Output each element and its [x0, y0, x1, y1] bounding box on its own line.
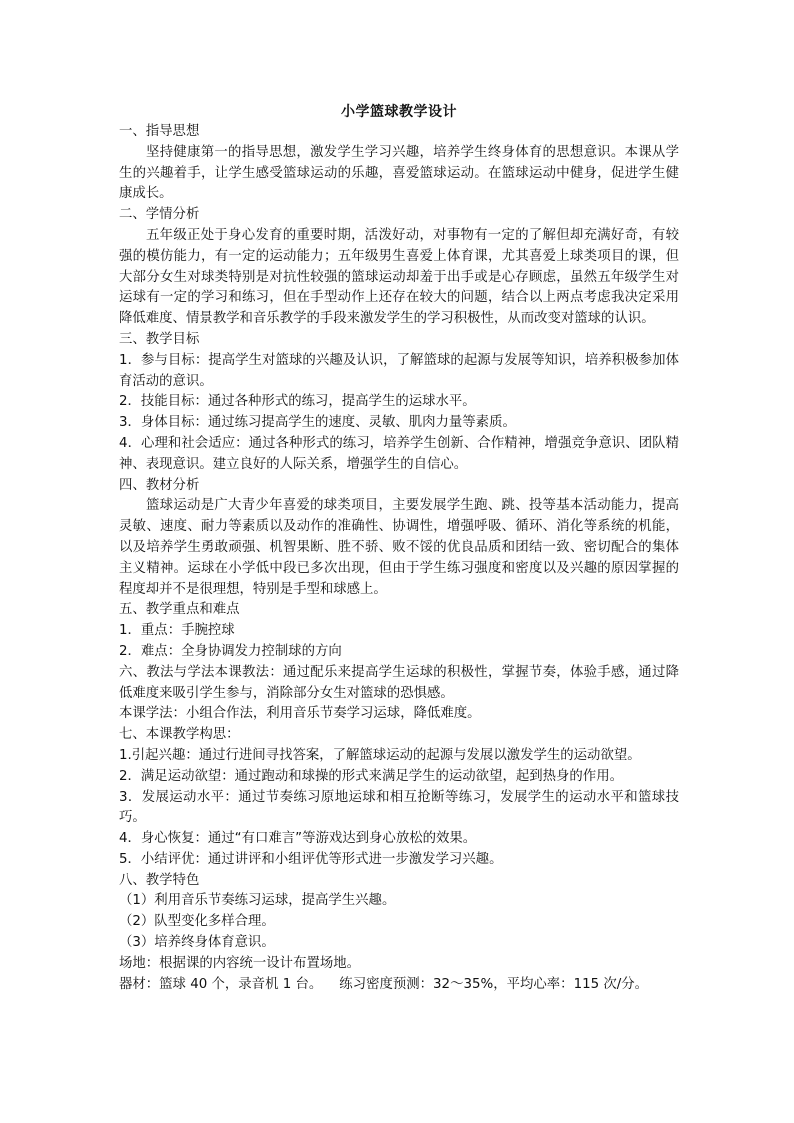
paragraph-guiding-ideology: 坚持健康第一的指导思想，激发学生学习兴趣，培养学生终身体育的思想意识。本课从学生的兴趣着手，让学生感受篮球运动的乐趣，喜爱篮球运动。在篮球运动中健身，促进学生健康成长。	[119, 144, 679, 202]
goal-psychological-social: 4．心理和社会适应：通过各种形式的练习，培养学生创新、合作精神，增强竞争意识、团队精神、表现意识。建立良好的人际关系，增强学生的自信心。	[119, 435, 679, 472]
design-step-1: 1.引起兴趣：通过行进间寻找答案，了解篮球运动的起源与发展以激发学生的运动欲望。	[119, 747, 641, 763]
section-heading-lesson-design: 七、本课教学构思：	[119, 727, 240, 743]
goal-participation: 1．参与目标：提高学生对篮球的兴趣及认识，了解篮球的起源与发展等知识，培养积极参加体育活动的意识。	[119, 352, 679, 389]
design-step-5: 5．小结评优：通过讲评和小组评优等形式进一步激发学习兴趣。	[119, 851, 503, 867]
design-step-3: 3．发展运动水平：通过节奏练习原地运球和相互抢断等练习，发展学生的运动水平和篮球技巧。	[119, 789, 679, 826]
paragraph-learning-method: 本课学法：小组合作法，利用音乐节奏学习运球，降低难度。	[119, 706, 481, 722]
key-point: 1．重点：手腕控球	[119, 623, 235, 639]
design-step-2: 2．满足运动欲望：通过跑动和球操的形式来满足学生的运动欲望，起到热身的作用。	[119, 768, 623, 784]
goal-skill: 2．技能目标：通过各种形式的练习，提高学生的运球水平。	[119, 394, 476, 410]
section-heading-student-analysis: 二、学情分析	[119, 207, 200, 223]
feature-2: （2）队型变化多样合理。	[119, 914, 275, 930]
goal-physical: 3．身体目标：通过练习提高学生的速度、灵敏、肌肉力量等素质。	[119, 415, 516, 431]
feature-3: （3）培养终身体育意识。	[119, 935, 275, 951]
section-heading-key-points: 五、教学重点和难点	[119, 602, 240, 618]
paragraph-teaching-method: 六、教法与学法本课教法：通过配乐来提高学生运球的积极性，掌握节奏，体验手感，通过降低难度来吸引学生参与，消除部分女生对篮球的恐惧感。	[119, 664, 679, 701]
design-step-4: 4．身心恢复：通过“有口难言”等游戏达到身心放松的效果。	[119, 831, 477, 847]
feature-1: （1）利用音乐节奏练习运球，提高学生兴趣。	[119, 893, 396, 909]
section-heading-material-analysis: 四、教材分析	[119, 477, 200, 493]
document-page	[119, 102, 679, 995]
paragraph-student-analysis: 五年级正处于身心发育的重要时期，活泼好动，对事物有一定的了解但却充满好奇，有较强的模仿能力，有一定的运动能力；五年级男生喜爱上体育课，尤其喜爱上球类项目的课，但大部分女生对球类特别是对抗性较强的篮球运动却羞于出手或是心存顾虑，虽然五年级学生对运球有一定的学习和练习，但在手型动作上还存在较大的问题，结合以上两点考虑我决定采用降低难度、情景教学和音乐教学的手段来激发学生的学习积极性，从而改变对篮球的认识。	[119, 227, 679, 327]
venue-line: 场地：根据课的内容统一设计布置场地。	[119, 955, 361, 971]
section-heading-guiding-ideology: 一、指导思想	[119, 124, 200, 139]
equipment-line: 器材：篮球 40 个，录音机 1 台。 练习密度预测：32～35%，平均心率：115 次/分。	[119, 976, 649, 992]
difficult-point: 2．难点：全身协调发力控制球的方向	[119, 643, 342, 659]
section-heading-teaching-goals: 三、教学目标	[119, 331, 200, 347]
paragraph-material-analysis: 篮球运动是广大青少年喜爱的球类项目，主要发展学生跑、跳、投等基本活动能力，提高灵敏、速度、耐力等素质以及动作的准确性、协调性，增强呼吸、循环、消化等系统的机能，以及培养学生勇敢顽强、机智果断、胜不骄、败不馁的优良品质和团结一致、密切配合的集体主义精神。运球在小学低中段已多次出现，但由于学生练习强度和密度以及兴趣的原因掌握的程度却并不是很理想，特别是手型和球感上。	[119, 498, 679, 597]
document-title: 小学篮球教学设计	[341, 104, 457, 120]
section-heading-teaching-features: 八、教学特色	[119, 872, 200, 888]
